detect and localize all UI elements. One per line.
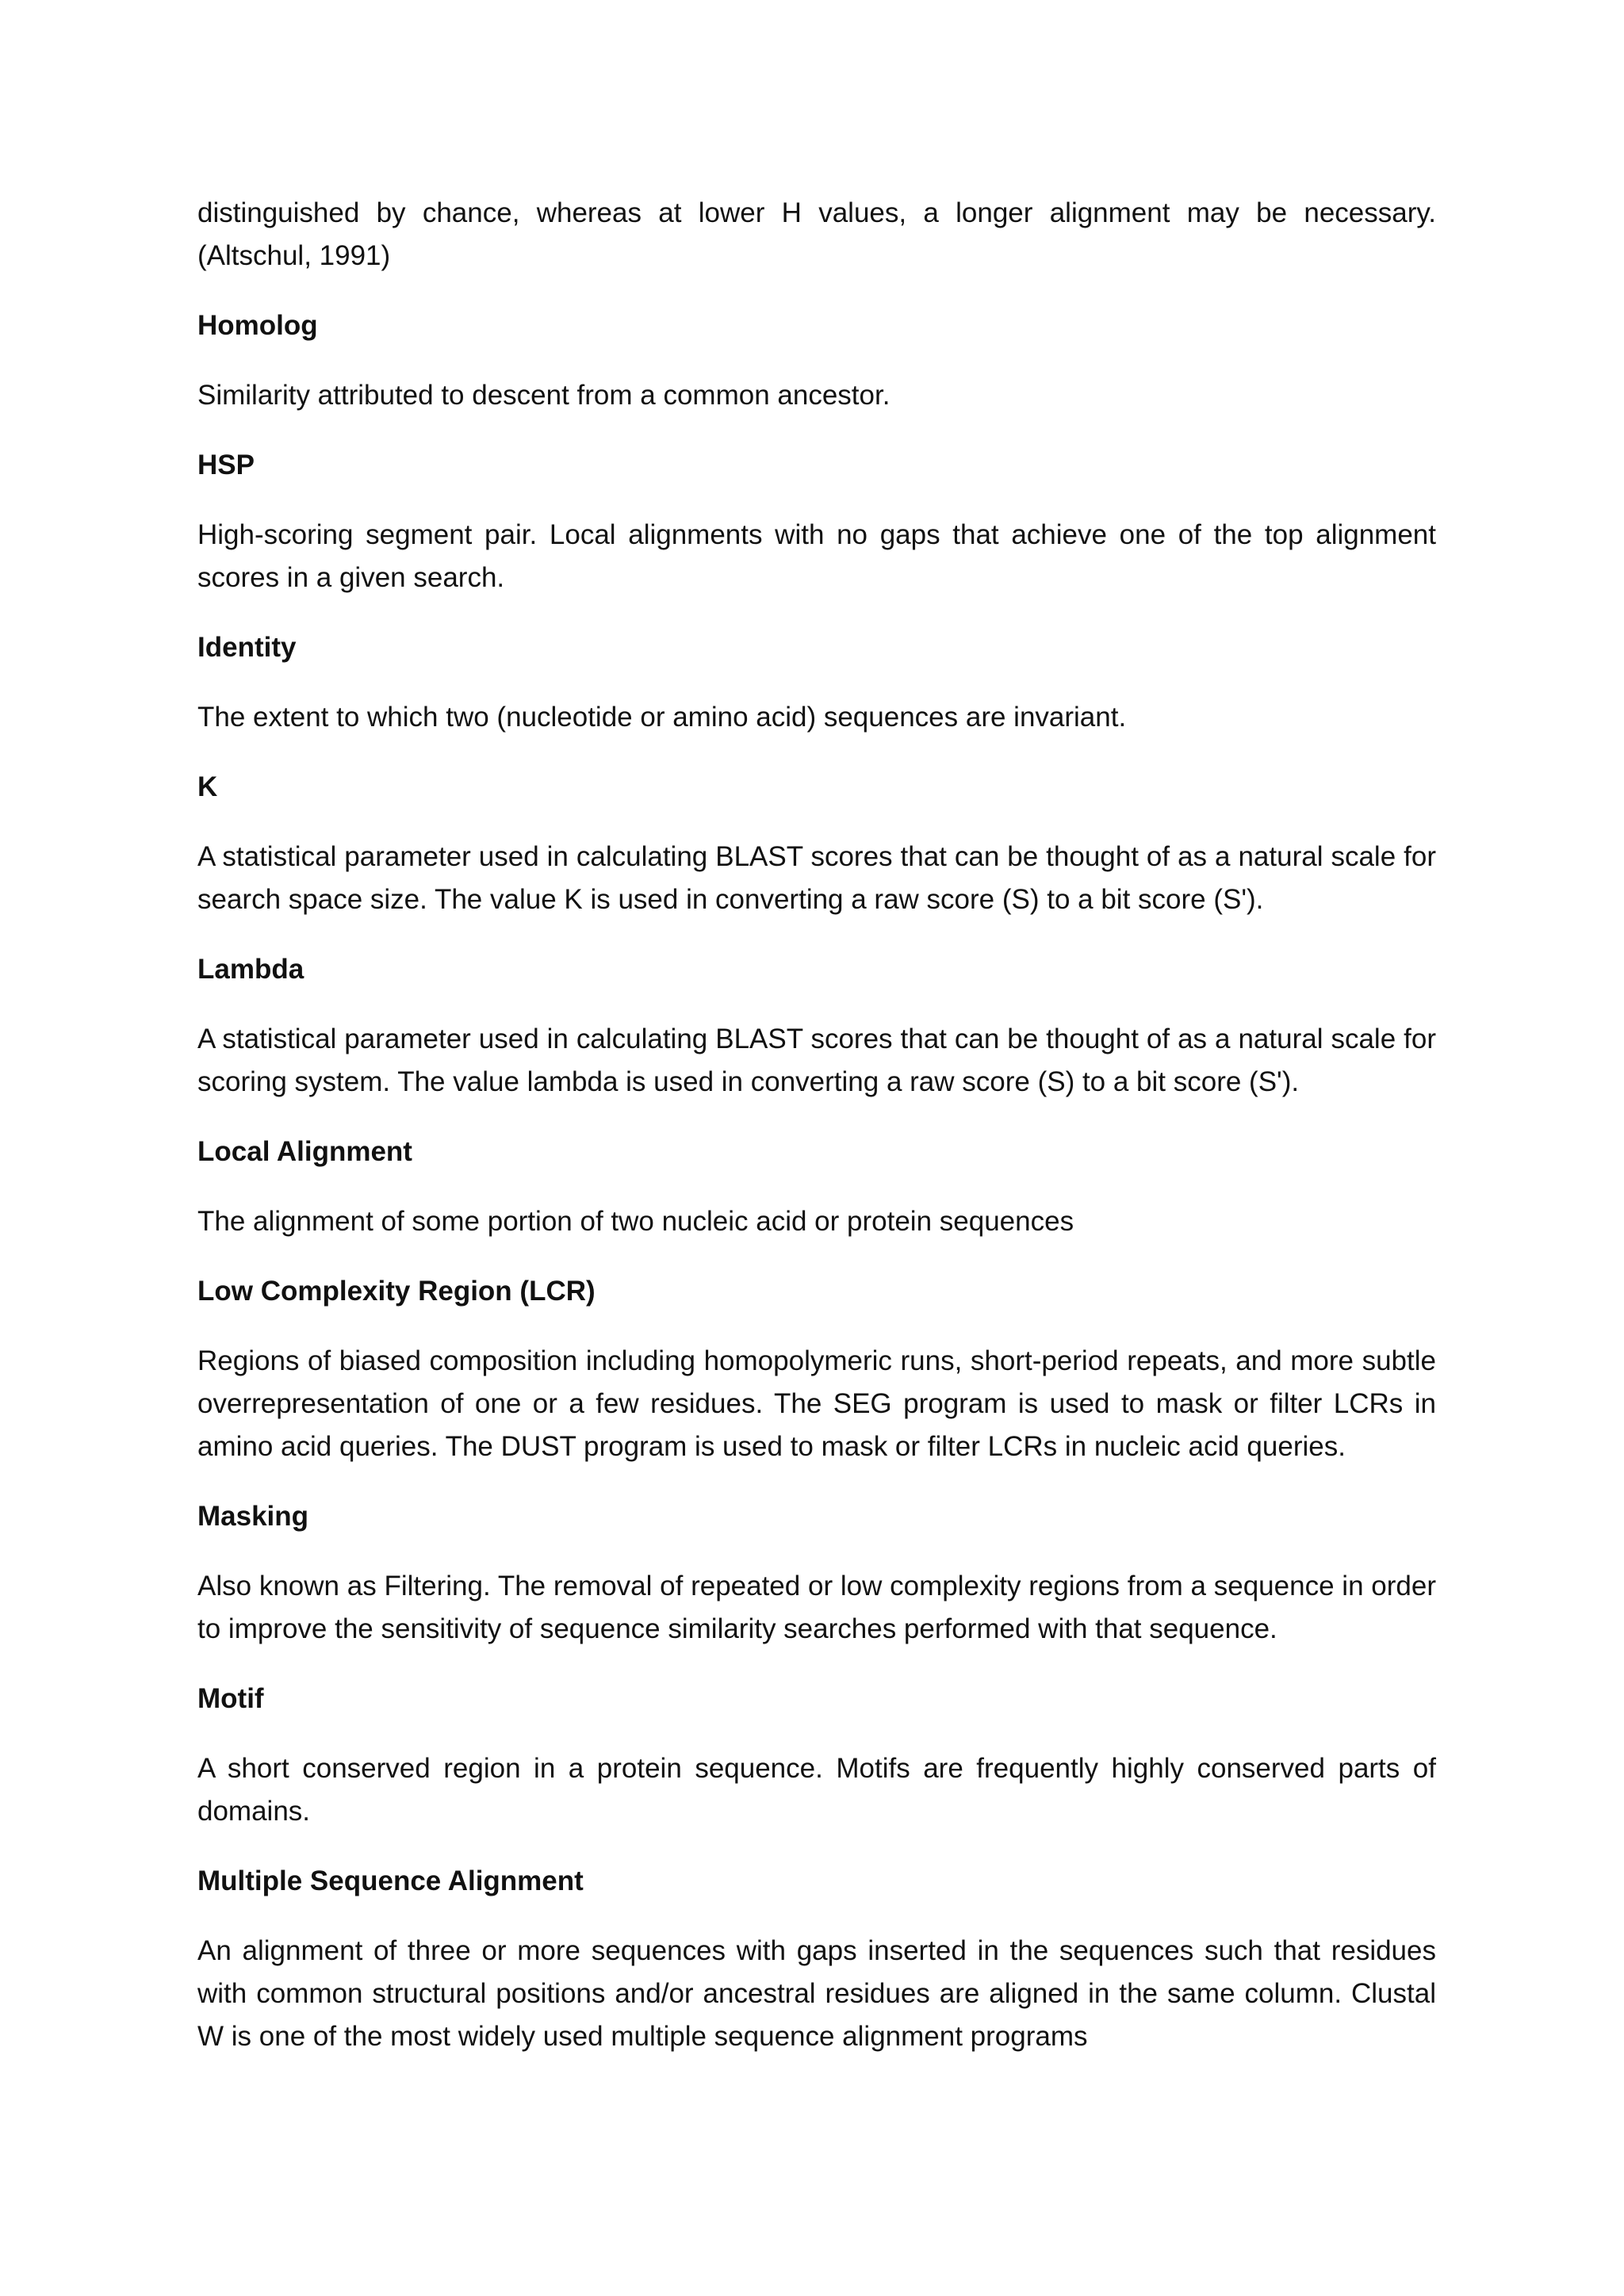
- term-low-complexity-region: Low Complexity Region (LCR): [197, 1276, 596, 1307]
- definition-masking: Also known as Filtering. The removal of repeated or low complexity regions from a sequence in order to improve the sensitivity of sequence similarity searches performed with that sequence.: [197, 1571, 1436, 1644]
- definition-motif: A short conserved region in a protein sequence. Motifs are frequently highly conserved parts of domains.: [197, 1753, 1436, 1827]
- definition-local-alignment: The alignment of some portion of two nucleic acid or protein sequences: [197, 1206, 1074, 1237]
- term-motif: Motif: [197, 1683, 264, 1714]
- definition-homolog: Similarity attributed to descent from a common ancestor.: [197, 380, 891, 411]
- term-identity: Identity: [197, 632, 297, 663]
- definition-hsp: High-scoring segment pair. Local alignments with no gaps that achieve one of the top alignment scores in a given search.: [197, 519, 1436, 593]
- document-page: [197, 192, 1436, 2058]
- term-homolog: Homolog: [197, 310, 318, 341]
- term-lambda: Lambda: [197, 954, 304, 985]
- term-hsp: HSP: [197, 450, 255, 480]
- term-k: K: [197, 771, 218, 802]
- definition-lambda: A statistical parameter used in calculating BLAST scores that can be thought of as a natural scale for scoring system. The value lambda is used in converting a raw score (S) to a bit score (S').: [197, 1024, 1436, 1097]
- term-multiple-sequence-alignment: Multiple Sequence Alignment: [197, 1866, 584, 1896]
- definition-low-complexity-region: Regions of biased composition including homopolymeric runs, short-period repeats, and more subtle overrepresentation of one or a few residues. The SEG program is used to mask or filter LCRs in amino acid queries. The DUST program is used to mask or filter LCRs in nucleic acid queries.: [197, 1345, 1436, 1462]
- term-local-alignment: Local Alignment: [197, 1136, 412, 1167]
- term-masking: Masking: [197, 1501, 309, 1532]
- definition-k: A statistical parameter used in calculating BLAST scores that can be thought of as a natural scale for search space size. The value K is used in converting a raw score (S) to a bit score (S').: [197, 841, 1436, 915]
- definition-multiple-sequence-alignment: An alignment of three or more sequences with gaps inserted in the sequences such that residues with common structural positions and/or ancestral residues are aligned in the same column. Clustal W is one of the most widely used multiple sequence alignment programs: [197, 1935, 1436, 2052]
- intro-paragraph: distinguished by chance, whereas at lower H values, a longer alignment may be necessary. (Altschul, 1991): [197, 197, 1436, 271]
- definition-identity: The extent to which two (nucleotide or amino acid) sequences are invariant.: [197, 702, 1127, 733]
